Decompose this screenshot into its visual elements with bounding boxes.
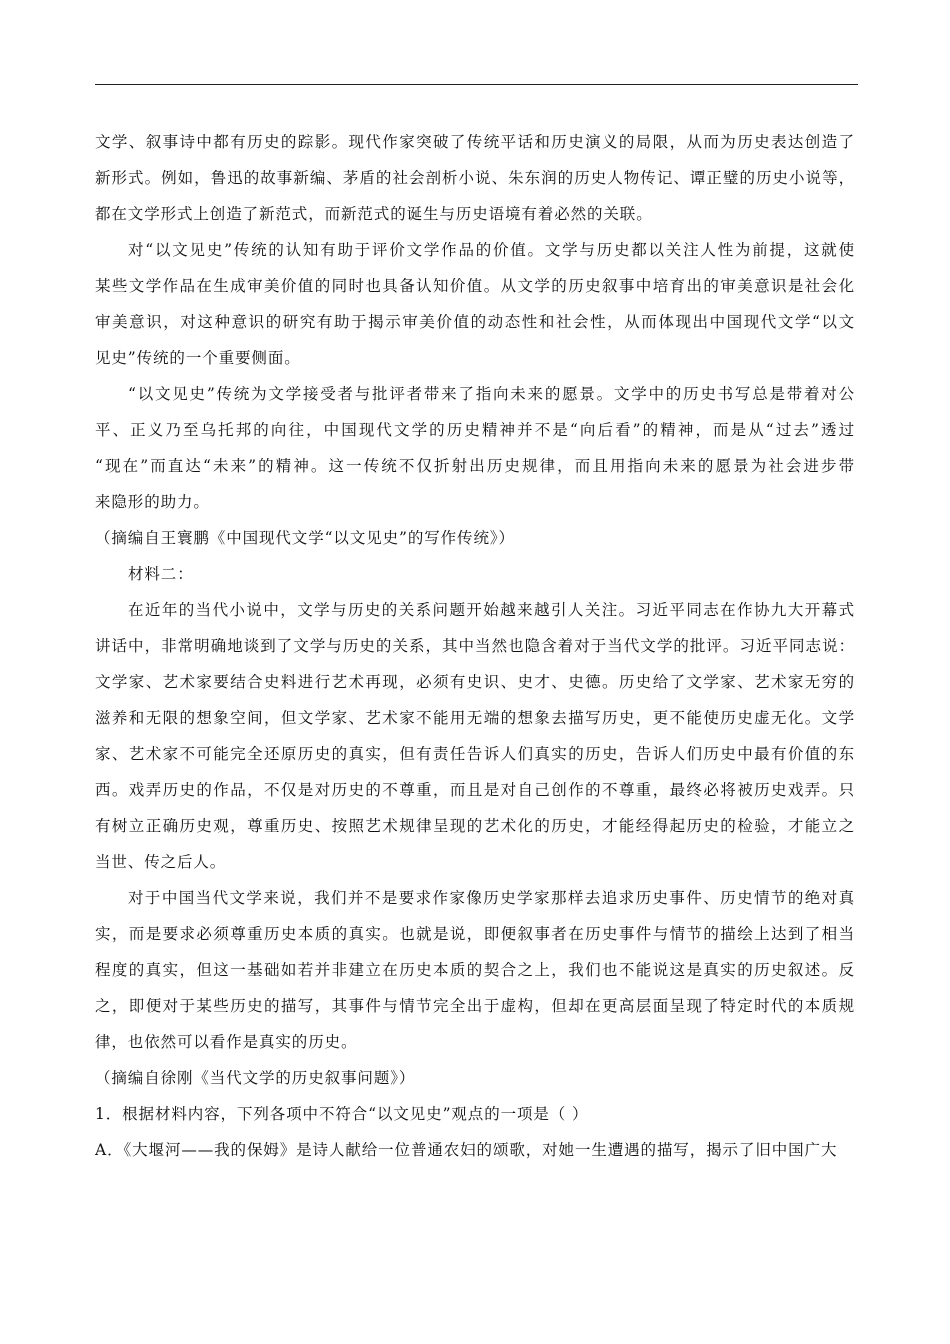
text-line: 之，即便对于某些历史的描写，其事件与情节完全出于虚构，但却在更高层面呈现了特定时代的本质规 bbox=[95, 997, 855, 1015]
text-line: 某些文学作品在生成审美价值的同时也具备认知价值。从文学的历史叙事中培育出的审美意识是社会化 bbox=[95, 277, 855, 295]
text-line: 实，而是要求必须尊重历史本质的真实。也就是说，即便叙事者在历史事件与情节的描绘上达到了相当 bbox=[95, 925, 855, 943]
text-line: 程度的真实，但这一基础如若并非建立在历史本质的契合之上，我们也不能说这是真实的历史叙述。反 bbox=[95, 961, 855, 979]
header-rule bbox=[95, 84, 858, 85]
text-line: 滋养和无限的想象空间，但文学家、艺术家不能用无端的想象去描写历史，更不能使历史虚无化。文学 bbox=[95, 709, 855, 727]
text-line: 对“以文见史”传统的认知有助于评价文学作品的价值。文学与历史都以关注人性为前提，这就使 bbox=[128, 241, 855, 259]
text-line: 审美意识，对这种意识的研究有助于揭示审美价值的动态性和社会性，从而体现出中国现代文学“以文 bbox=[95, 313, 855, 331]
paragraph-5 bbox=[95, 880, 855, 1060]
paragraph-2 bbox=[95, 232, 855, 376]
text-line: 对于中国当代文学来说，我们并不是要求作家像历史学家那样去追求历史事件、历史情节的绝对真 bbox=[128, 889, 855, 907]
question-stem: 1．根据材料内容，下列各项中不符合“以文见史”观点的一项是（ ） bbox=[95, 1105, 589, 1123]
document-body bbox=[95, 124, 855, 1168]
source-citation-2: （摘编自徐刚《当代文学的历史叙事问题》） bbox=[95, 1069, 416, 1087]
text-line: 来隐形的助力。 bbox=[95, 493, 210, 511]
text-line: 西。戏弄历史的作品，不仅是对历史的不尊重，而且是对自己创作的不尊重，最终必将被历史戏弄。只 bbox=[95, 781, 855, 799]
material-2-label: 材料二： bbox=[128, 565, 194, 583]
paragraph-1 bbox=[95, 124, 855, 232]
text-line: 家、艺术家不可能完全还原历史的真实，但有责任告诉人们真实的历史，告诉人们历史中最有价值的东 bbox=[95, 745, 855, 763]
text-line: “现在”而直达“未来”的精神。这一传统不仅折射出历史规律，而且用指向未来的愿景为社会进步带 bbox=[95, 457, 855, 475]
text-line: 文学家、艺术家要结合史料进行艺术再现，必须有史识、史才、史德。历史给了文学家、艺术家无穷的 bbox=[95, 673, 855, 691]
text-line: 见史”传统的一个重要侧面。 bbox=[95, 349, 301, 367]
text-line: 都在文学形式上创造了新范式，而新范式的诞生与历史语境有着必然的关联。 bbox=[95, 205, 653, 223]
text-line: 在近年的当代小说中，文学与历史的关系问题开始越来越引人关注。习近平同志在作协九大开幕式 bbox=[128, 601, 855, 619]
text-line: 文学、叙事诗中都有历史的踪影。现代作家突破了传统平话和历史演义的局限，从而为历史表达创造了 bbox=[95, 133, 855, 151]
source-citation-1: （摘编自王寰鹏《中国现代文学“以文见史”的写作传统》） bbox=[95, 529, 515, 547]
text-line: 有树立正确历史观，尊重历史、按照艺术规律呈现的艺术化的历史，才能经得起历史的检验，才能立之 bbox=[95, 817, 855, 835]
text-line: 当世、传之后人。 bbox=[95, 853, 227, 871]
paragraph-4 bbox=[95, 592, 855, 880]
question-option-a: A．《大堰河——我的保姆》是诗人献给一位普通农妇的颂歌，对她一生遭遇的描写，揭示了旧中国广大 bbox=[95, 1141, 838, 1159]
text-line: 新形式。例如，鲁迅的故事新编、茅盾的社会剖析小说、朱东润的历史人物传记、谭正璧的历史小说等， bbox=[95, 169, 855, 187]
text-line: “以文见史”传统为文学接受者与批评者带来了指向未来的愿景。文学中的历史书写总是带着对公 bbox=[128, 385, 855, 403]
text-line: 律，也依然可以看作是真实的历史。 bbox=[95, 1033, 358, 1051]
text-line: 讲话中，非常明确地谈到了文学与历史的关系，其中当然也隐含着对于当代文学的批评。习近平同志说： bbox=[95, 637, 855, 655]
paragraph-3 bbox=[95, 376, 855, 520]
text-line: 平、正义乃至乌托邦的向往，中国现代文学的历史精神并不是“向后看”的精神，而是从“过去”透过 bbox=[95, 421, 855, 439]
